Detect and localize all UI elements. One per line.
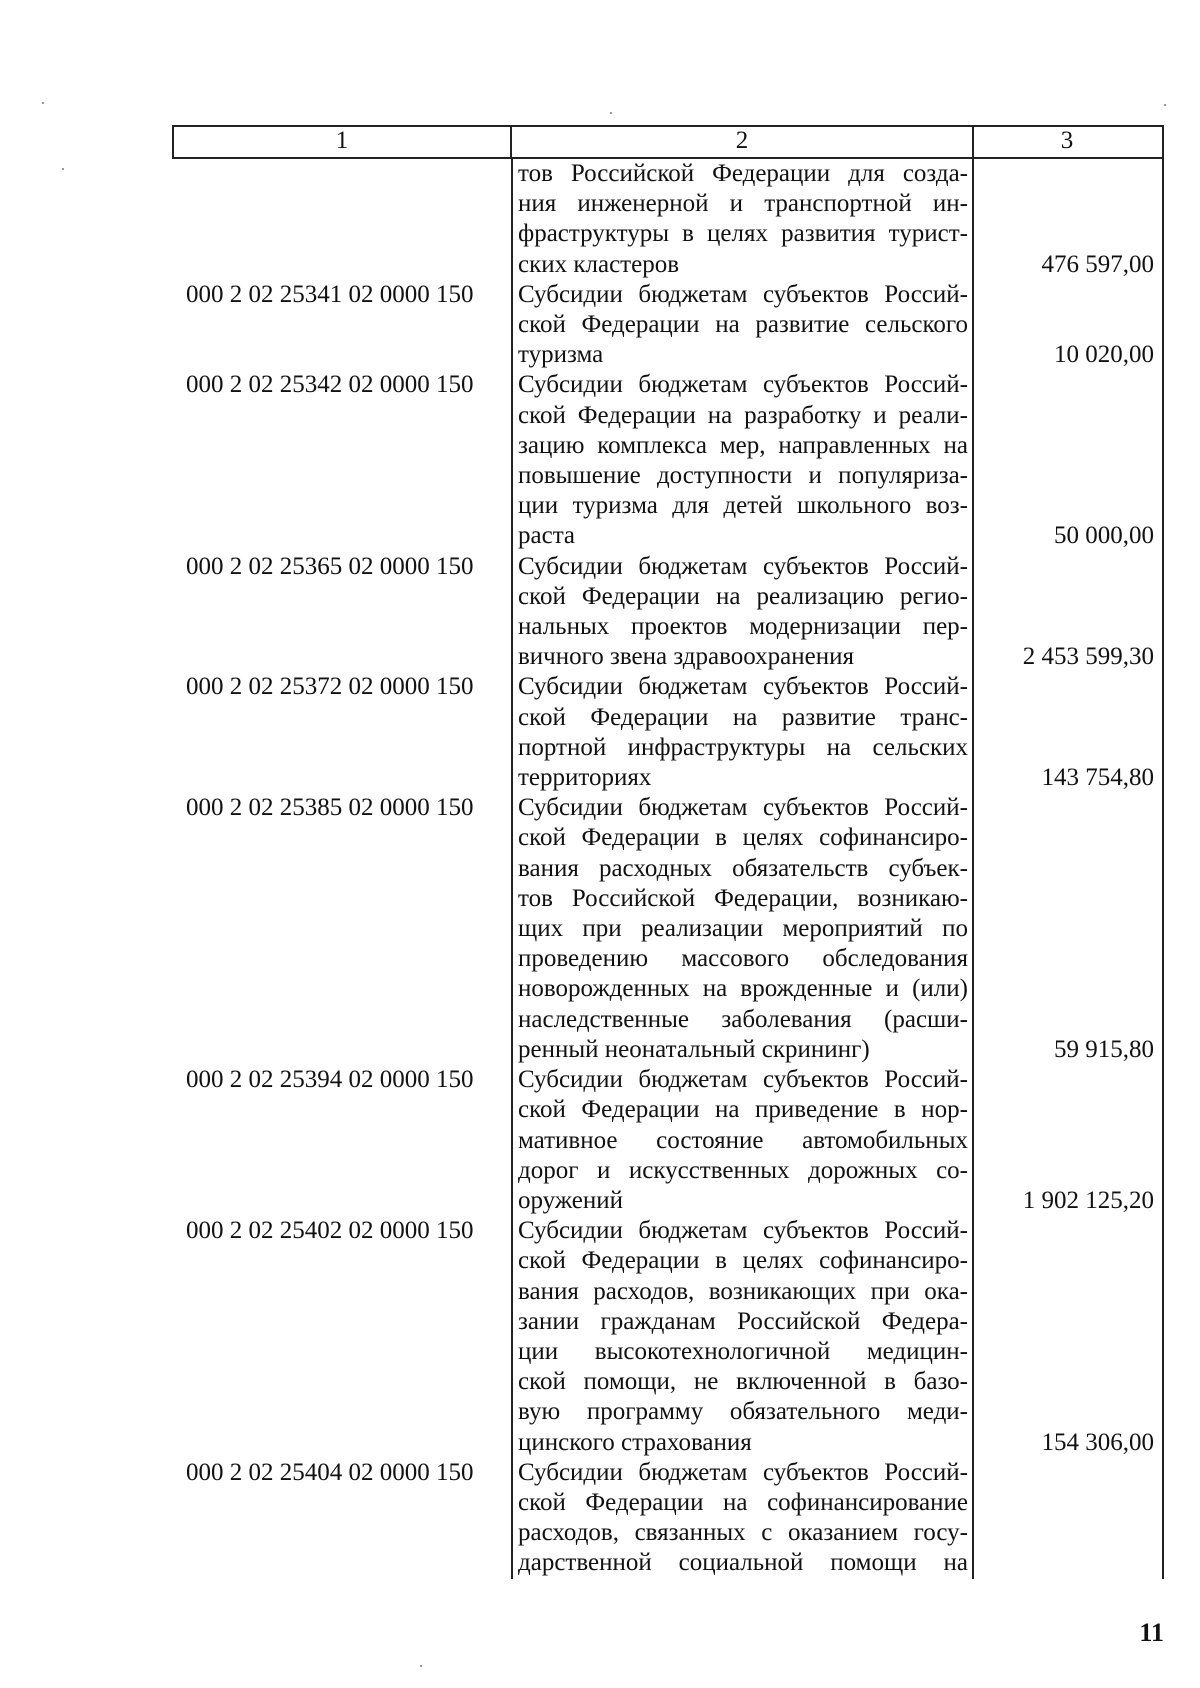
description-line: оружений	[518, 1186, 624, 1214]
budget-code-cell: 000 2 02 25365 02 0000 150	[186, 552, 474, 580]
description-line: ской Федерации на развитие сельского	[518, 311, 968, 339]
amount-value: 476 597,00	[1041, 250, 1154, 278]
amount-cell	[972, 370, 1162, 551]
amount-value: 143 754,80	[1041, 764, 1154, 792]
amount-cell	[972, 280, 1162, 371]
description-cell	[512, 370, 972, 551]
description-cell	[512, 159, 972, 280]
description-line: ской Федерации на реализацию регио-	[518, 582, 968, 610]
table-row	[172, 1216, 1162, 1458]
description-line: щих при реализации мероприятий по	[518, 915, 968, 943]
amount-cell	[972, 793, 1162, 1065]
description-line: Субсидии бюджетам субъектов Россий-	[518, 1066, 968, 1094]
description-line: Субсидии бюджетам субъектов Россий-	[518, 280, 968, 308]
description-line: повышение доступности и популяриза-	[518, 462, 968, 490]
amount-value: 10 020,00	[1054, 341, 1154, 369]
description-line: новорожденных на врожденные и (или)	[518, 975, 968, 1003]
description-line: вичного звена здравоохранения	[518, 643, 854, 671]
amount-value: 2 453 599,30	[1022, 643, 1154, 671]
description-line: ской Федерации в целях софинансиро-	[518, 1247, 968, 1275]
budget-table	[172, 125, 1162, 1579]
table-row	[172, 672, 1162, 793]
page-number: 11	[1139, 1618, 1164, 1647]
table-right-border	[1162, 125, 1164, 1579]
amount-value: 154 306,00	[1041, 1428, 1154, 1456]
table-row	[172, 552, 1162, 673]
amount-value: 59 915,80	[1054, 1035, 1154, 1063]
scan-speck	[62, 168, 64, 170]
description-cell	[512, 1216, 972, 1458]
description-cell	[512, 1458, 972, 1579]
description-line: ской Федерации в целях софинансиро-	[518, 824, 968, 852]
amount-value: 50 000,00	[1054, 522, 1154, 550]
description-line: Субсидии бюджетам субъектов Россий-	[518, 1458, 968, 1486]
scan-speck	[42, 102, 44, 104]
budget-code-cell: 000 2 02 25385 02 0000 150	[186, 794, 474, 822]
table-body	[172, 159, 1162, 1579]
description-line: вания расходных обязательств субъек-	[518, 854, 968, 882]
description-line: Субсидии бюджетам субъектов Россий-	[518, 552, 968, 580]
description-line: тов Российской Федерации, возникаю-	[518, 884, 968, 912]
budget-code-cell: 000 2 02 25372 02 0000 150	[186, 673, 474, 701]
amount-cell	[972, 672, 1162, 793]
description-line: ской Федерации на софинансирование	[518, 1488, 968, 1516]
description-line: территориях	[518, 764, 652, 792]
budget-code-cell: 000 2 02 25342 02 0000 150	[186, 371, 474, 399]
description-cell	[512, 280, 972, 371]
description-line: ской Федерации на развитие транс-	[518, 703, 968, 731]
description-line: дорог и искусственных дорожных со-	[518, 1156, 968, 1184]
column-header-3: 3	[1060, 127, 1074, 154]
amount-cell	[972, 1216, 1162, 1458]
description-line: вую программу обязательного меди-	[518, 1398, 968, 1426]
table-row	[172, 793, 1162, 1065]
table-row	[172, 1458, 1162, 1579]
description-line: портной инфраструктуры на сельских	[518, 733, 968, 761]
description-line: ренный неонатальный скрининг)	[518, 1035, 870, 1063]
description-cell	[512, 793, 972, 1065]
table-row	[172, 280, 1162, 371]
description-line: фраструктуры в целях развития турист-	[518, 220, 968, 248]
description-line: ских кластеров	[518, 250, 680, 278]
amount-cell	[972, 552, 1162, 673]
budget-code-cell: 000 2 02 25402 02 0000 150	[186, 1217, 474, 1245]
column-header-2: 2	[735, 127, 749, 154]
description-cell	[512, 672, 972, 793]
amount-cell	[972, 1458, 1162, 1579]
amount-cell	[972, 159, 1162, 280]
budget-code-cell: 000 2 02 25394 02 0000 150	[186, 1066, 474, 1094]
description-line: мативное состояние автомобильных	[518, 1126, 968, 1154]
description-line: Субсидии бюджетам субъектов Россий-	[518, 371, 968, 399]
description-line: ской Федерации на приведение в нор-	[518, 1096, 968, 1124]
description-line: цинского страхования	[518, 1428, 752, 1456]
description-line: расходов, связанных с оказанием госу-	[518, 1519, 968, 1547]
description-line: Субсидии бюджетам субъектов Россий-	[518, 794, 968, 822]
description-line: зацию комплекса мер, направленных на	[518, 431, 968, 459]
description-line: Субсидии бюджетам субъектов Россий-	[518, 1217, 968, 1245]
amount-value: 1 902 125,20	[1022, 1186, 1154, 1214]
description-line: туризма	[518, 341, 604, 369]
description-line: нальных проектов модернизации пер-	[518, 613, 968, 641]
description-line: вания расходов, возникающих при ока-	[518, 1277, 968, 1305]
column-header-1: 1	[335, 127, 349, 154]
description-line: зании гражданам Российской Федера-	[518, 1307, 968, 1335]
budget-code-cell	[172, 159, 512, 280]
description-cell	[512, 552, 972, 673]
description-line: ции высокотехнологичной медицин-	[518, 1337, 968, 1365]
budget-code-cell: 000 2 02 25404 02 0000 150	[186, 1458, 474, 1486]
description-line: тов Российской Федерации для созда-	[518, 160, 968, 187]
table-row	[172, 159, 1162, 280]
description-line: ской помощи, не включенной в базо-	[518, 1368, 968, 1396]
description-line: наследственные заболевания (расши-	[518, 1005, 968, 1033]
table-row	[172, 370, 1162, 551]
description-line: раста	[518, 522, 576, 550]
amount-cell	[972, 1065, 1162, 1216]
description-line: дарственной социальной помощи на	[518, 1549, 968, 1577]
description-line: ния инженерной и транспортной ин-	[518, 190, 968, 218]
description-line: ской Федерации на разработку и реали-	[518, 401, 968, 429]
description-line: Субсидии бюджетам субъектов Россий-	[518, 673, 968, 701]
scan-speck	[420, 1665, 422, 1667]
table-row	[172, 1065, 1162, 1216]
description-line: проведению массового обследования	[518, 945, 968, 973]
description-cell	[512, 1065, 972, 1216]
scan-speck	[1164, 104, 1166, 106]
scan-speck	[610, 112, 612, 114]
description-line: ции туризма для детей школьного воз-	[518, 492, 968, 520]
budget-code-cell: 000 2 02 25341 02 0000 150	[186, 280, 474, 308]
